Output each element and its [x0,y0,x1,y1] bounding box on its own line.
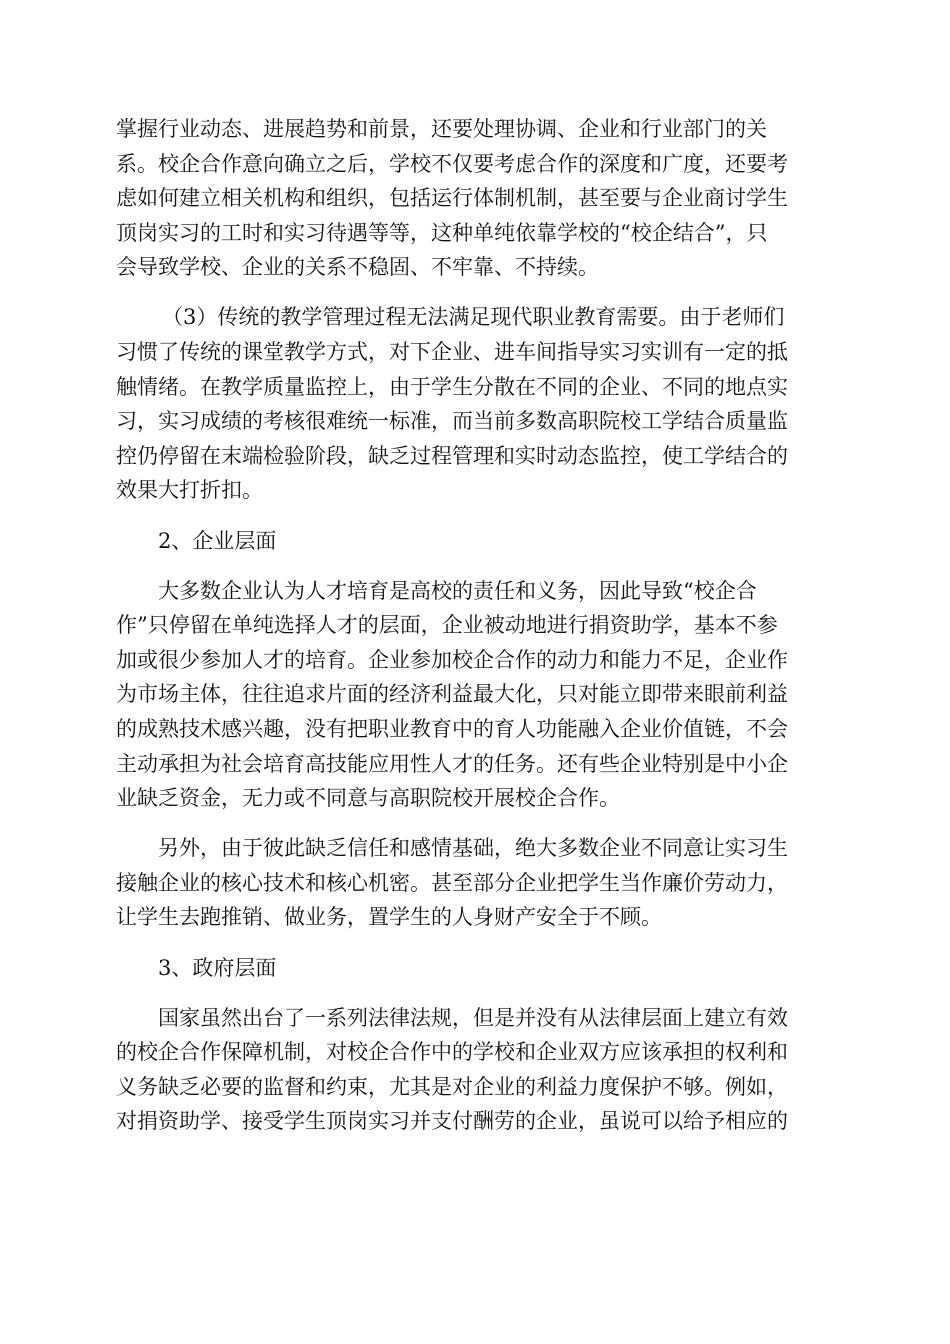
text-line: 效果大打折扣。 [116,478,263,503]
text-line: （3）传统的教学管理过程无法满足现代职业教育需要。由于老师们 [162,305,785,330]
text-line: 加或很少参加人才的培育。企业参加校企合作的动力和能力不足，企业作 [116,647,788,672]
text-line: 的成熟技术感兴趣，没有把职业教育中的育人功能融入企业价值链，不会 [116,717,788,741]
text-line: 对捐资助学、接受学生顶岗实习并支付酬劳的企业，虽说可以给予相应的 [116,1109,788,1134]
text-line: 顶岗实习的工时和实习待遇等等，这种单纯依靠学校的“校企结合”，只 [116,220,768,245]
text-line: 会导致学校、企业的关系不稳固、不牢靠、不持续。 [116,255,599,280]
text-line: 另外，由于彼此缺乏信任和感情基础，绝大多数企业不同意让实习生 [158,836,788,861]
text-line: 习，实习成绩的考核很难统一标准，而当前多数高职院校工学结合质量监 [116,409,788,434]
section-heading [116,951,834,986]
text-line: 为市场主体，往往追求片面的经济利益最大化，只对能立即带来眼前利益 [116,682,788,707]
document-body [116,112,834,1155]
body-paragraph [116,112,834,285]
text-line: 接触企业的核心技术和核心机密。甚至部分企业把学生当作廉价劳动力， [116,870,788,895]
body-paragraph [116,831,834,935]
body-paragraph [116,1001,834,1139]
section-heading-text: 2、企业层面 [158,528,277,553]
text-line: 虑如何建立相关机构和组织，包括运行体制机制，甚至要与企业商讨学生 [116,186,788,211]
text-line: 控仍停留在末端检验阶段，缺乏过程管理和实时动态监控，使工学结合的 [116,443,788,468]
section-heading-text: 3、政府层面 [158,955,277,980]
text-line: 国家虽然出台了一系列法律法规，但是并没有从法律层面上建立有效 [158,1005,788,1030]
text-line: 的校企合作保障机制，对校企合作中的学校和企业双方应该承担的权利和 [116,1040,788,1065]
section-heading [116,524,834,559]
text-line: 系。校企合作意向确立之后，学校不仅要考虑合作的深度和广度，还要考 [116,151,788,176]
text-line: 作”只停留在单纯选择人才的层面，企业被动地进行捐资助学，基本不参 [116,613,778,638]
text-line: 触情绪。在教学质量监控上，由于学生分散在不同的企业、不同的地点实 [116,374,788,399]
text-line: 掌握行业动态、进展趋势和前景，还要处理协调、企业和行业部门的关 [116,117,767,141]
text-line: 习惯了传统的课堂教学方式，对下企业、进车间指导实习实训有一定的抵 [116,340,788,365]
text-line: 让学生去跑推销、做业务，置学生的人身财产安全于不顾。 [116,905,662,930]
body-paragraph [116,300,834,508]
text-line: 主动承担为社会培育高技能应用性人才的任务。还有些企业特别是中小企 [116,751,788,776]
text-line: 大多数企业认为人才培育是高校的责任和义务，因此导致“校企合 [158,578,757,603]
body-paragraph [116,574,834,816]
text-line: 业缺乏资金，无力或不同意与高职院校开展校企合作。 [116,786,620,811]
text-line: 义务缺乏必要的监督和约束，尤其是对企业的利益力度保护不够。例如， [116,1074,788,1099]
